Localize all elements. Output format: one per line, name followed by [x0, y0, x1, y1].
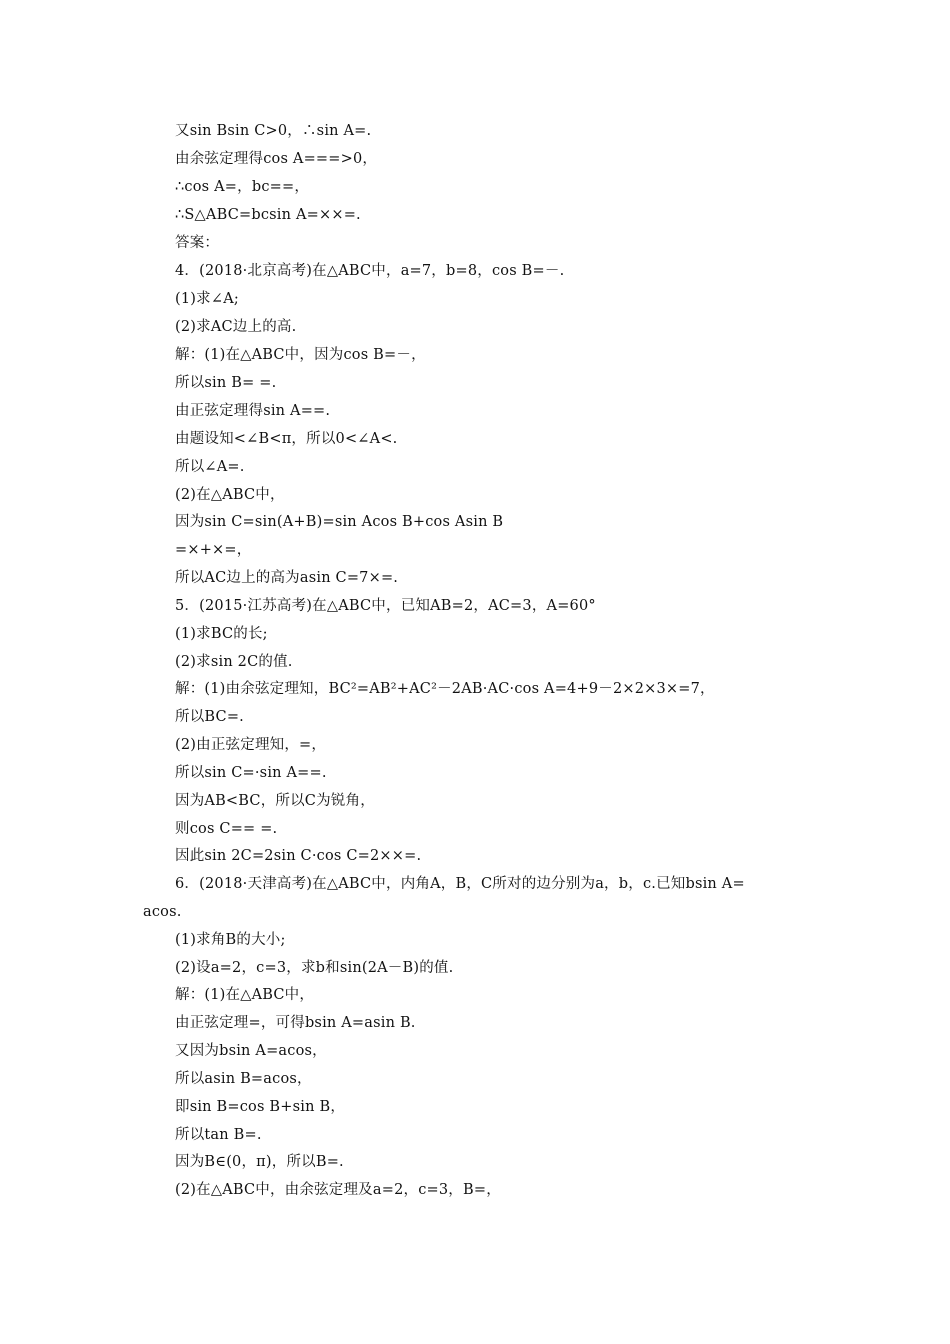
text-line: 因为AB<BC，所以C为锐角，	[175, 793, 375, 809]
text-line: (2)由正弦定理知，=，	[175, 737, 327, 753]
text-line: 因为sin C=sin(A+B)=sin Acos B+cos Asin B	[175, 514, 504, 530]
text-line: 所以asin B=acos，	[175, 1071, 312, 1087]
text-line: (2)在△ABC中，由余弦定理及a=2，c=3，B=，	[175, 1182, 501, 1198]
text-line: (1)求∠A;	[175, 291, 239, 307]
text-line: 解：(1)在△ABC中，	[175, 987, 315, 1003]
text-line: 又sin Bsin C>0，∴sin A=.	[175, 123, 372, 139]
problem-4-statement: 4．(2018·北京高考)在△ABC中，a=7，b=8，cos B=－.	[175, 263, 565, 279]
text-line: (1)求BC的长;	[175, 626, 268, 642]
text-line: (2)在△ABC中，	[175, 487, 285, 503]
problem-5-statement: 5．(2015·江苏高考)在△ABC中，已知AB=2，AC=3，A=60°	[175, 598, 596, 614]
text-line: 又因为bsin A=acos，	[175, 1043, 327, 1059]
text-line: 所以sin B= =.	[175, 375, 277, 391]
text-line: 所以AC边上的高为asin C=7×=.	[175, 570, 399, 586]
text-line: 由正弦定理=，可得bsin A=asin B.	[175, 1015, 416, 1031]
text-line: 所以BC=.	[175, 709, 244, 725]
problem-6-statement: 6．(2018·天津高考)在△ABC中，内角A，B，C所对的边分别为a，b，c.已知bsin A=	[175, 876, 745, 892]
answer-label: 答案：	[175, 235, 220, 251]
text-line: 解：(1)在△ABC中，因为cos B=－，	[175, 347, 426, 363]
text-line: 即sin B=cos B+sin B，	[175, 1099, 346, 1115]
text-line: 由题设知<∠B<π，所以0<∠A<.	[175, 431, 398, 447]
text-line: =×+×=，	[175, 542, 252, 558]
text-line: 因此sin 2C=2sin C·cos C=2××=.	[175, 848, 422, 864]
text-line: (1)求角B的大小;	[175, 932, 286, 948]
text-line: 由余弦定理得cos A===>0，	[175, 151, 378, 167]
text-line: (2)设a=2，c=3，求b和sin(2A－B)的值.	[175, 960, 454, 976]
text-line: 所以∠A=.	[175, 459, 245, 475]
text-line: acos.	[143, 904, 182, 920]
text-line: 解：(1)由余弦定理知，BC²=AB²+AC²－2AB·AC·cos A=4+9－2×2×3×=7，	[175, 681, 715, 697]
text-line: (2)求AC边上的高.	[175, 319, 297, 335]
text-line: 则cos C== =.	[175, 821, 278, 837]
text-line: 所以tan B=.	[175, 1127, 262, 1143]
text-line: (2)求sin 2C的值.	[175, 654, 293, 670]
text-line: 由正弦定理得sin A==.	[175, 403, 331, 419]
text-line: ∴S△ABC=bcsin A=××=.	[175, 207, 361, 223]
text-line: ∴cos A=，bc==，	[175, 179, 310, 195]
text-line: 所以sin C=·sin A==.	[175, 765, 327, 781]
text-line: 因为B∈(0，π)，所以B=.	[175, 1154, 344, 1170]
